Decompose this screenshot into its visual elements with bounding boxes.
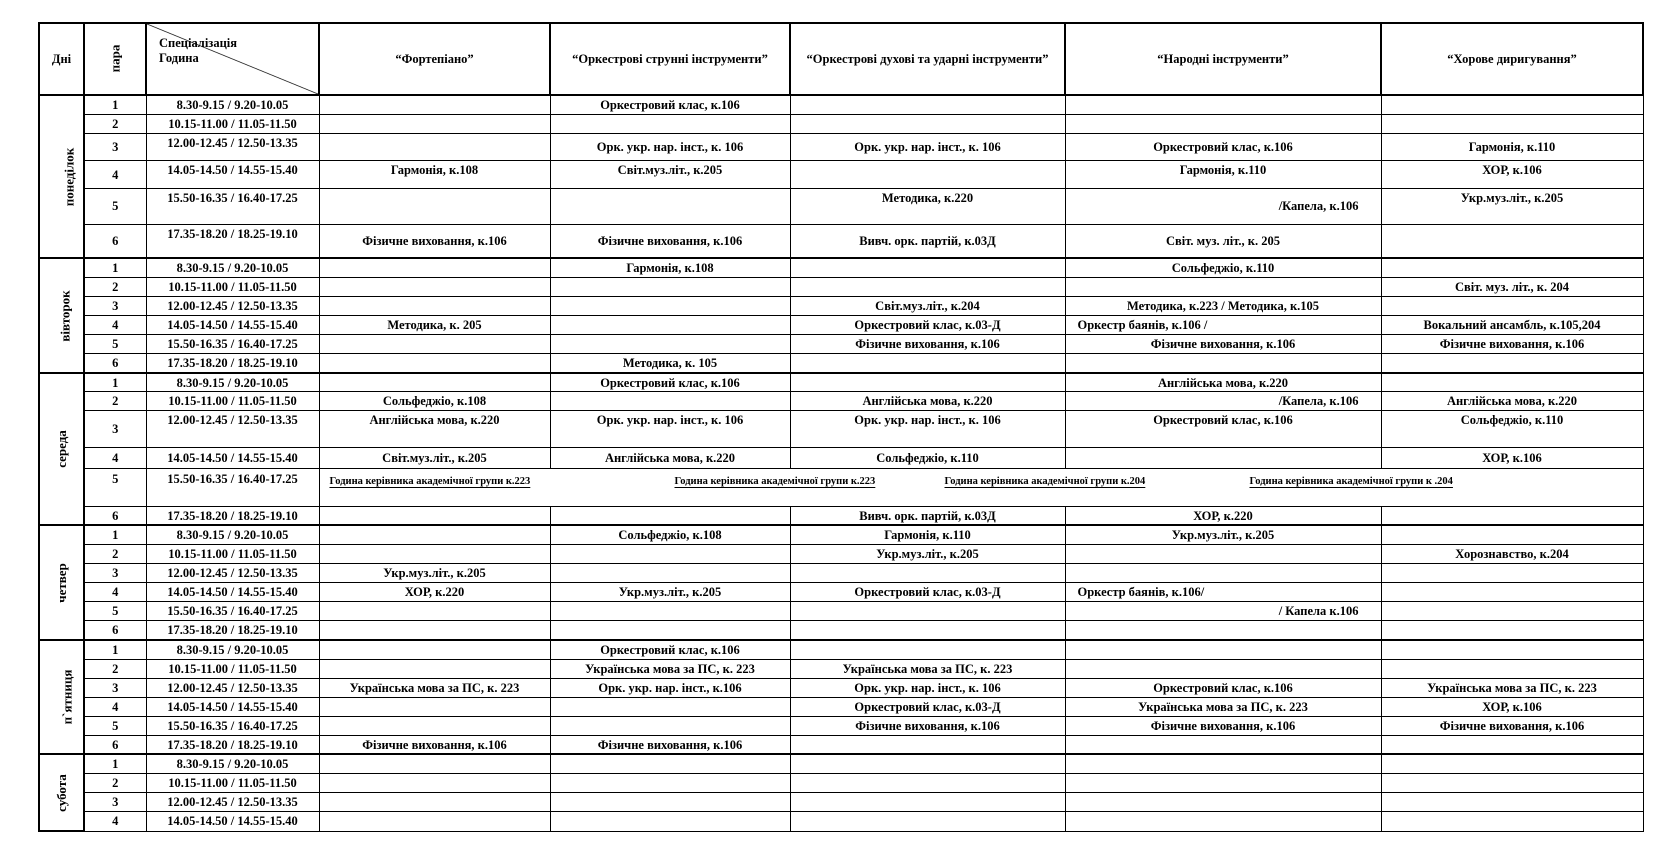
class-cell-strings: Англійська мова, к.220 [550,447,790,468]
class-cell-folk: Англійська мова, к.220 [1065,373,1381,392]
time-cell: 10.15-11.00 / 11.05-11.50 [146,773,319,792]
class-cell-folk: Оркестр баянів, к.106/ [1065,583,1381,602]
class-cell-piano [319,506,550,525]
day-label [39,525,84,639]
time-cell: 12.00-12.45 / 12.50-13.35 [146,564,319,583]
class-cell-winds [790,258,1065,277]
class-cell-folk [1065,354,1381,373]
class-cell-piano [319,277,550,296]
table-row [39,297,1643,316]
class-cell-piano: Методика, к. 205 [319,316,550,335]
table-row [39,114,1643,133]
table-row [39,697,1643,716]
time-cell: 10.15-11.00 / 11.05-11.50 [146,392,319,411]
class-cell-strings: Українська мова за ПС, к. 223 [550,659,790,678]
class-cell-choral: Українська мова за ПС, к. 223 [1381,678,1643,697]
class-cell-strings: Сольфеджіо, к.108 [550,525,790,544]
class-cell-winds: Орк. укр. нар. інст., к. 106 [790,133,1065,161]
class-cell-strings [550,188,790,224]
class-cell-strings: Орк. укр. нар. інст., к.106 [550,678,790,697]
class-cell-piano [319,659,550,678]
time-cell: 14.05-14.50 / 14.55-15.40 [146,812,319,831]
class-cell-choral: ХОР, к.106 [1381,161,1643,189]
class-cell-choral: Вокальний ансамбль, к.105,204 [1381,316,1643,335]
class-cell-folk [1065,659,1381,678]
day-name: вівторок [57,289,73,342]
class-cell-strings [550,545,790,564]
time-cell: 8.30-9.15 / 9.20-10.05 [146,754,319,773]
pair-number: 1 [84,525,146,544]
pair-number: 5 [84,468,146,506]
pair-number: 3 [84,411,146,447]
class-cell-winds [790,161,1065,189]
class-cell-folk [1065,640,1381,659]
pair-number: 2 [84,114,146,133]
class-cell-folk [1065,754,1381,773]
class-cell-strings [550,506,790,525]
class-cell-winds: Сольфеджіо, к.110 [790,447,1065,468]
time-cell: 15.50-16.35 / 16.40-17.25 [146,602,319,621]
class-cell-piano [319,525,550,544]
table-row [39,373,1643,392]
class-cell-folk [1065,114,1381,133]
time-cell: 15.50-16.35 / 16.40-17.25 [146,188,319,224]
class-cell-folk [1065,793,1381,812]
class-cell-piano [319,716,550,735]
class-cell-strings: Фізичне виховання, к.106 [550,735,790,754]
class-cell-piano [319,545,550,564]
class-cell-folk [1065,447,1381,468]
class-cell-strings [550,773,790,792]
table-row [39,545,1643,564]
class-cell-strings [550,392,790,411]
pair-number: 6 [84,354,146,373]
table-row [39,659,1643,678]
class-cell-strings [550,812,790,831]
class-cell-folk [1065,95,1381,114]
pair-number: 3 [84,678,146,697]
class-cell-piano [319,773,550,792]
pair-number: 2 [84,392,146,411]
class-cell-piano [319,188,550,224]
class-cell-piano [319,812,550,831]
day-name: п`ятниця [59,669,75,725]
class-cell-choral [1381,583,1643,602]
class-cell-strings [550,754,790,773]
table-row [39,735,1643,754]
table-row [39,161,1643,189]
class-cell-choral [1381,735,1643,754]
class-cell-folk: /Капела, к.106 [1065,188,1381,224]
class-cell-strings: Гармонія, к.108 [550,258,790,277]
class-cell-choral [1381,773,1643,792]
class-cell-folk: Світ. муз. літ., к. 205 [1065,224,1381,258]
class-cell-choral [1381,564,1643,583]
col-header-folk: “Народні інструменти” [1065,23,1381,95]
class-cell-folk: Українська мова за ПС, к. 223 [1065,697,1381,716]
class-cell-choral: Світ. муз. літ., к. 204 [1381,277,1643,296]
time-cell: 15.50-16.35 / 16.40-17.25 [146,335,319,354]
class-cell-piano: Українська мова за ПС, к. 223 [319,678,550,697]
class-cell-strings [550,602,790,621]
time-cell: 8.30-9.15 / 9.20-10.05 [146,95,319,114]
class-cell-piano: Англійська мова, к.220 [319,411,550,447]
table-row [39,468,1643,506]
class-cell-folk: Оркестровий клас, к.106 [1065,411,1381,447]
class-cell-winds: Методика, к.220 [790,188,1065,224]
class-cell-strings: Оркестровий клас, к.106 [550,373,790,392]
class-cell-piano: Фізичне виховання, к.106 [319,224,550,258]
table-row [39,621,1643,640]
spec-label: Спеціалізація [159,36,238,50]
class-cell-piano: Світ.муз.літ., к.205 [319,447,550,468]
class-cell-piano [319,373,550,392]
class-cell-winds: Англійська мова, к.220 [790,392,1065,411]
class-cell-choral: ХОР, к.106 [1381,447,1643,468]
pair-number: 4 [84,447,146,468]
class-cell-choral: Фізичне виховання, к.106 [1381,716,1643,735]
academic-group-hour: Година керівника академічної групи к.223 [674,475,876,487]
class-cell-winds [790,602,1065,621]
time-cell: 17.35-18.20 / 18.25-19.10 [146,354,319,373]
class-cell-winds [790,114,1065,133]
time-cell: 12.00-12.45 / 12.50-13.35 [146,678,319,697]
class-cell-strings: Орк. укр. нар. інст., к. 106 [550,133,790,161]
academic-group-hour: Година керівника академічної групи к.204 [944,475,1146,487]
time-cell: 8.30-9.15 / 9.20-10.05 [146,525,319,544]
table-row [39,447,1643,468]
class-cell-folk: Оркестр баянів, к.106 / [1065,316,1381,335]
class-cell-folk: Фізичне виховання, к.106 [1065,716,1381,735]
time-cell: 8.30-9.15 / 9.20-10.05 [146,640,319,659]
pair-number: 4 [84,161,146,189]
class-cell-folk: Оркестровий клас, к.106 [1065,133,1381,161]
time-cell: 17.35-18.20 / 18.25-19.10 [146,621,319,640]
pair-number: 1 [84,754,146,773]
class-cell-piano: Сольфеджіо, к.108 [319,392,550,411]
class-cell-piano [319,297,550,316]
table-row [39,133,1643,161]
class-cell-folk [1065,545,1381,564]
class-cell-folk [1065,773,1381,792]
class-cell-winds [790,564,1065,583]
class-cell-choral [1381,793,1643,812]
day-name: четвер [53,562,69,603]
class-cell-winds: Українська мова за ПС, к. 223 [790,659,1065,678]
class-cell-choral [1381,659,1643,678]
class-cell-choral: Укр.муз.літ., к.205 [1381,188,1643,224]
class-cell-piano: Укр.муз.літ., к.205 [319,564,550,583]
pair-number: 5 [84,716,146,735]
table-row [39,188,1643,224]
class-cell-winds: Орк. укр. нар. інст., к. 106 [790,678,1065,697]
class-cell-strings: Укр.муз.літ., к.205 [550,583,790,602]
class-cell-winds: Укр.муз.літ., к.205 [790,545,1065,564]
time-cell: 15.50-16.35 / 16.40-17.25 [146,468,319,506]
time-cell: 14.05-14.50 / 14.55-15.40 [146,161,319,189]
time-cell: 12.00-12.45 / 12.50-13.35 [146,133,319,161]
pair-number: 1 [84,373,146,392]
academic-group-hour: Година керівника академічної групи к.223 [329,475,531,487]
class-cell-piano [319,258,550,277]
class-cell-winds: Вивч. орк. партій, к.03Д [790,506,1065,525]
class-cell-choral [1381,95,1643,114]
academic-group-hour: Година керівника академічної групи к .204 [1249,475,1453,487]
time-cell: 14.05-14.50 / 14.55-15.40 [146,316,319,335]
class-cell-folk: Фізичне виховання, к.106 [1065,335,1381,354]
table-row [39,525,1643,544]
time-cell: 17.35-18.20 / 18.25-19.10 [146,224,319,258]
class-cell-strings: Методика, к. 105 [550,354,790,373]
class-cell-choral [1381,224,1643,258]
class-cell-choral [1381,506,1643,525]
day-label [39,95,84,258]
time-cell: 17.35-18.20 / 18.25-19.10 [146,506,319,525]
pair-number: 6 [84,224,146,258]
pair-number: 4 [84,812,146,831]
schedule-table [38,22,1644,832]
pair-number: 1 [84,95,146,114]
class-cell-folk: Оркестровий клас, к.106 [1065,678,1381,697]
table-row [39,224,1643,258]
table-row [39,335,1643,354]
day-label [39,258,84,372]
table-row [39,354,1643,373]
class-cell-choral [1381,621,1643,640]
class-cell-choral: Сольфеджіо, к.110 [1381,411,1643,447]
table-row [39,754,1643,773]
time-cell: 15.50-16.35 / 16.40-17.25 [146,716,319,735]
pair-number: 6 [84,506,146,525]
class-cell-winds [790,354,1065,373]
pair-number: 5 [84,602,146,621]
pair-number: 6 [84,621,146,640]
pair-number: 6 [84,735,146,754]
class-cell-piano: Гармонія, к.108 [319,161,550,189]
class-cell-choral [1381,373,1643,392]
para-header: пара [84,23,146,95]
class-cell-strings: Орк. укр. нар. інст., к. 106 [550,411,790,447]
table-row [39,564,1643,583]
class-cell-folk: /Капела, к.106 [1065,392,1381,411]
class-cell-piano [319,133,550,161]
class-cell-piano [319,640,550,659]
class-cell-piano [319,697,550,716]
table-row [39,602,1643,621]
pair-number: 1 [84,640,146,659]
class-cell-winds [790,277,1065,296]
class-cell-winds [790,640,1065,659]
class-cell-winds: Фізичне виховання, к.106 [790,716,1065,735]
class-cell-winds: Орк. укр. нар. інст., к. 106 [790,411,1065,447]
col-header-piano: “Фортепіано” [319,23,550,95]
time-cell: 12.00-12.45 / 12.50-13.35 [146,793,319,812]
class-cell-winds [790,735,1065,754]
table-row [39,640,1643,659]
class-cell-folk: / Капела к.106 [1065,602,1381,621]
time-cell: 8.30-9.15 / 9.20-10.05 [146,258,319,277]
col-header-choral: “Хорове диригування” [1381,23,1643,95]
table-row [39,258,1643,277]
class-cell-piano: Фізичне виховання, к.106 [319,735,550,754]
table-row [39,812,1643,831]
class-cell-winds [790,95,1065,114]
class-cell-piano [319,95,550,114]
class-cell-strings: Фізичне виховання, к.106 [550,224,790,258]
class-cell-winds: Гармонія, к.110 [790,525,1065,544]
class-cell-winds [790,373,1065,392]
table-row [39,411,1643,447]
class-cell-strings [550,316,790,335]
class-cell-choral [1381,602,1643,621]
class-cell-choral: Англійська мова, к.220 [1381,392,1643,411]
time-cell: 8.30-9.15 / 9.20-10.05 [146,373,319,392]
table-row [39,583,1643,602]
class-cell-folk [1065,564,1381,583]
pair-number: 2 [84,277,146,296]
hour-label: Година [159,51,199,65]
spec-hour-header [146,23,319,95]
pair-number: 1 [84,258,146,277]
class-cell-winds: Оркестровий клас, к.03-Д [790,316,1065,335]
table-row [39,678,1643,697]
class-cell-folk [1065,621,1381,640]
class-cell-folk: Методика, к.223 / Методика, к.105 [1065,297,1381,316]
pair-number: 3 [84,133,146,161]
pair-number: 4 [84,316,146,335]
class-cell-winds: Оркестровий клас, к.03-Д [790,697,1065,716]
academic-group-hour-row [319,468,1643,506]
class-cell-piano: ХОР, к.220 [319,583,550,602]
time-cell: 14.05-14.50 / 14.55-15.40 [146,447,319,468]
class-cell-choral [1381,354,1643,373]
class-cell-strings [550,793,790,812]
time-cell: 10.15-11.00 / 11.05-11.50 [146,659,319,678]
class-cell-piano [319,602,550,621]
table-row [39,316,1643,335]
day-name: субота [53,773,69,812]
col-header-winds: “Оркестрові духові та ударні інструменти” [790,23,1065,95]
class-cell-folk [1065,735,1381,754]
class-cell-choral [1381,525,1643,544]
day-label [39,754,84,831]
class-cell-strings [550,277,790,296]
class-cell-strings: Оркестровий клас, к.106 [550,640,790,659]
class-cell-strings [550,114,790,133]
time-cell: 10.15-11.00 / 11.05-11.50 [146,114,319,133]
pair-number: 2 [84,659,146,678]
pair-number: 2 [84,773,146,792]
class-cell-strings: Оркестровий клас, к.106 [550,95,790,114]
class-cell-choral [1381,297,1643,316]
class-cell-piano [319,114,550,133]
table-row [39,793,1643,812]
pair-number: 5 [84,335,146,354]
class-cell-winds: Світ.муз.літ., к.204 [790,297,1065,316]
time-cell: 14.05-14.50 / 14.55-15.40 [146,583,319,602]
time-cell: 14.05-14.50 / 14.55-15.40 [146,697,319,716]
class-cell-folk [1065,277,1381,296]
class-cell-choral [1381,114,1643,133]
class-cell-strings [550,621,790,640]
day-name: середа [53,430,69,468]
class-cell-choral [1381,258,1643,277]
class-cell-winds [790,812,1065,831]
table-row [39,506,1643,525]
table-row [39,716,1643,735]
day-label [39,373,84,526]
table-row [39,392,1643,411]
class-cell-winds [790,754,1065,773]
class-cell-piano [319,354,550,373]
class-cell-choral [1381,754,1643,773]
class-cell-choral: Гармонія, к.110 [1381,133,1643,161]
pair-number: 4 [84,697,146,716]
header-row [39,23,1643,95]
table-row [39,773,1643,792]
pair-number: 3 [84,564,146,583]
table-row [39,277,1643,296]
class-cell-strings: Світ.муз.літ., к.205 [550,161,790,189]
class-cell-winds: Оркестровий клас, к.03-Д [790,583,1065,602]
class-cell-strings [550,297,790,316]
pair-number: 3 [84,297,146,316]
class-cell-piano [319,754,550,773]
class-cell-strings [550,697,790,716]
class-cell-folk: Укр.муз.літ., к.205 [1065,525,1381,544]
days-header: Дні [39,23,84,95]
class-cell-piano [319,793,550,812]
class-cell-strings [550,716,790,735]
class-cell-piano [319,335,550,354]
time-cell: 12.00-12.45 / 12.50-13.35 [146,411,319,447]
class-cell-folk [1065,812,1381,831]
class-cell-winds: Фізичне виховання, к.106 [790,335,1065,354]
class-cell-strings [550,564,790,583]
pair-number: 5 [84,188,146,224]
class-cell-winds [790,793,1065,812]
class-cell-choral [1381,812,1643,831]
class-cell-folk: ХОР, к.220 [1065,506,1381,525]
time-cell: 17.35-18.20 / 18.25-19.10 [146,735,319,754]
pair-number: 3 [84,793,146,812]
class-cell-piano [319,621,550,640]
class-cell-winds: Вивч. орк. партій, к.03Д [790,224,1065,258]
pair-number: 4 [84,583,146,602]
class-cell-folk: Гармонія, к.110 [1065,161,1381,189]
class-cell-choral: Фізичне виховання, к.106 [1381,335,1643,354]
class-cell-choral: ХОР, к.106 [1381,697,1643,716]
class-cell-winds [790,773,1065,792]
class-cell-winds [790,621,1065,640]
time-cell: 12.00-12.45 / 12.50-13.35 [146,297,319,316]
pair-number: 2 [84,545,146,564]
class-cell-choral: Хорознавство, к.204 [1381,545,1643,564]
time-cell: 10.15-11.00 / 11.05-11.50 [146,545,319,564]
class-cell-folk: Сольфеджіо, к.110 [1065,258,1381,277]
time-cell: 10.15-11.00 / 11.05-11.50 [146,277,319,296]
col-header-strings: “Оркестрові струнні інструменти” [550,23,790,95]
class-cell-choral [1381,640,1643,659]
day-name: понеділок [61,147,77,206]
day-label [39,640,84,754]
class-cell-strings [550,335,790,354]
table-row [39,95,1643,114]
